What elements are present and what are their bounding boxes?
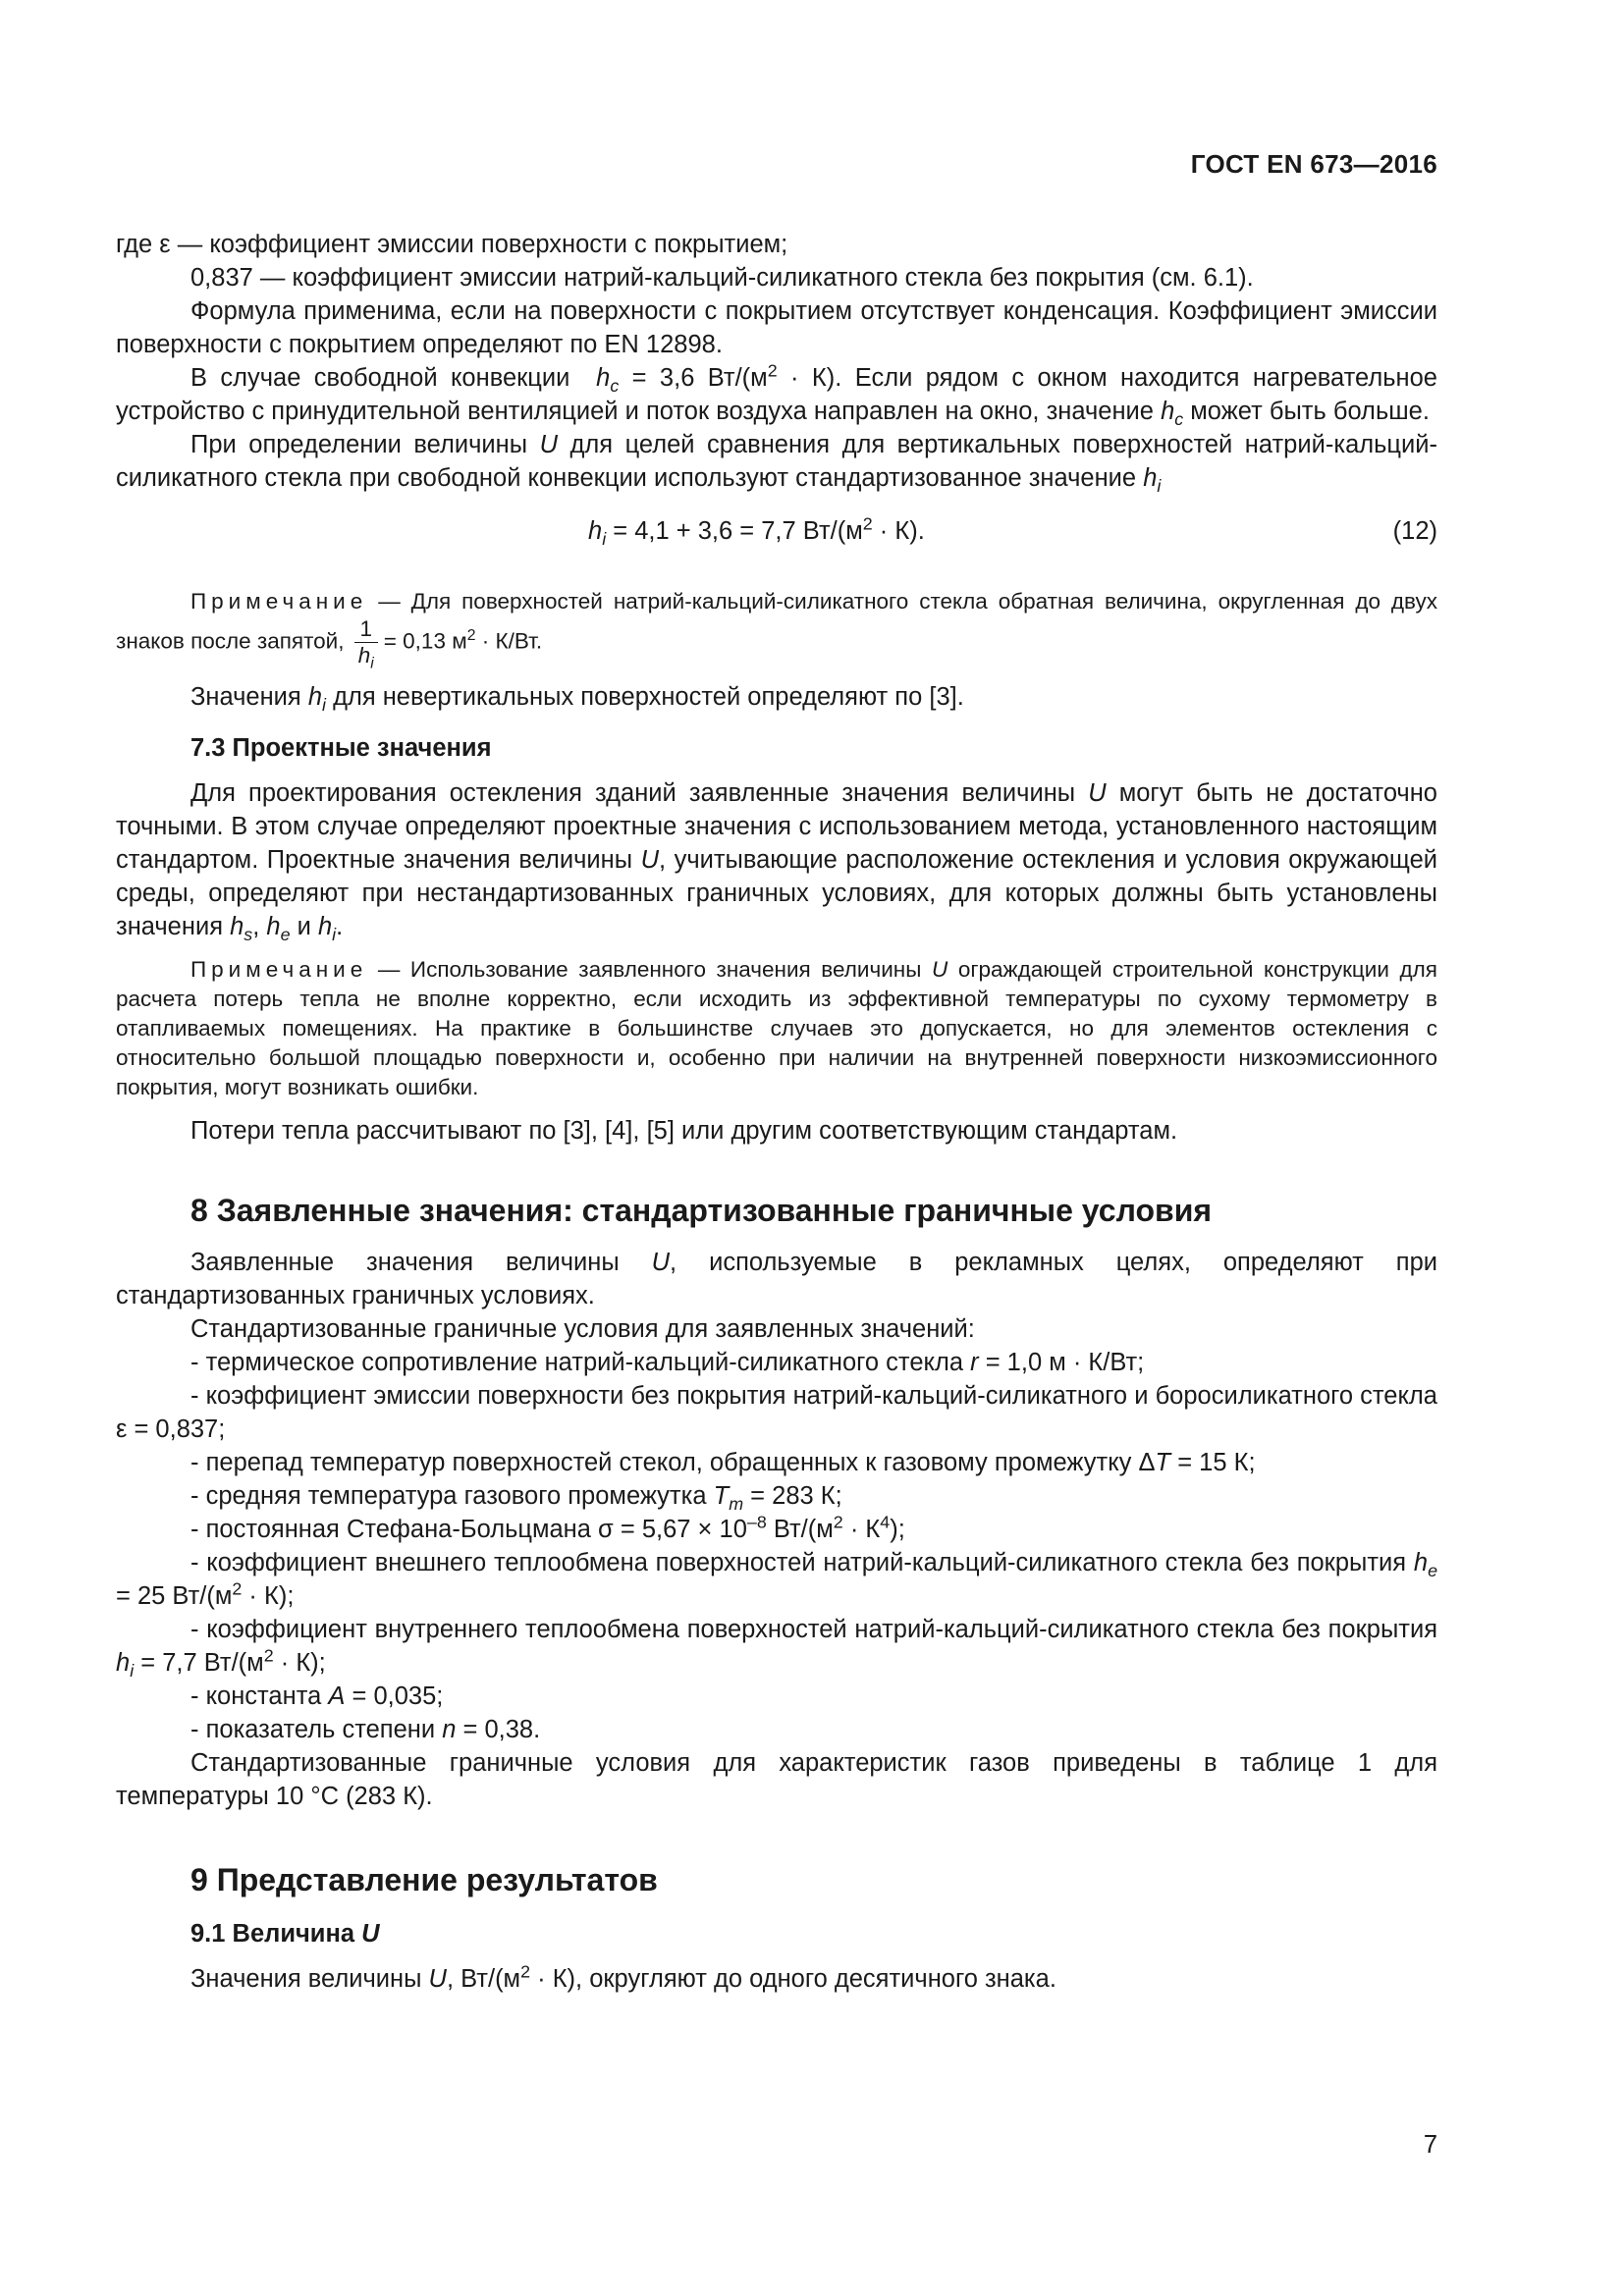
list-item: - коэффициент внешнего теплообмена поверхностей натрий-кальций-силикатного стекла без покрытия $h_e = 25$ $Вт/(м^2 \cdot К)$; (116, 1549, 1437, 1610)
section-7-3-heading: 7.3 Проектные значения (190, 734, 492, 762)
formula-12 (116, 514, 1437, 554)
list-intro: Стандартизованные граничные условия для заявленных значений: (190, 1315, 975, 1343)
standard-header: ГОСТ EN 673—2016 (1190, 149, 1437, 179)
section-8-heading: 8 Заявленные значения: стандартизованные граничные условия (190, 1193, 1213, 1228)
definition-epsilon: где ε — коэффициент эмиссии поверхности с покрытием; (116, 231, 788, 258)
list-item: - постоянная Стефана-Больцмана $\sigma = 5,67 \times 10^{-8}$ $Вт/(м^2 \cdot К^4)$; (190, 1512, 905, 1543)
list-item: - средняя температура газового промежутка $T_m = 283$ К; (190, 1482, 842, 1515)
paragraph-declared-values: Заявленные значения величины U, используемые в рекламных целях, определяют при стандартизованных граничных условиях. (116, 1249, 1437, 1309)
definition-e0: 0,837 — коэффициент эмиссии натрий-кальций-силикатного стекла без покрытия (см. 6.1). (190, 264, 1254, 292)
note-inverse-value: Примечание — Для поверхностей натрий-кальций-силикатного стекла обратная величина, округленная до двух знаков после запятой, $\frac{1}{h_i}$ = 0,13 $м^2 \cdot К/Вт$. (116, 589, 1437, 672)
section-9-heading: 9 Представление результатов (190, 1862, 658, 1897)
formula-number: (12) (1392, 517, 1437, 545)
formula-expression: $h_i = 4,1 + 3,6 = 7,7$ $Вт/(м^2 \cdot К)$. (588, 513, 925, 550)
page-body (116, 228, 1437, 1996)
paragraph-free-convection: В случае свободной конвекции $h_c = 3,6$ $Вт/(м^2 \cdot К)$. Если рядом с окном находится нагревательное устройство с принудительной вентиляцией и поток воздуха направлен на окно, значение $h_c$ может быть больше. (116, 360, 1437, 430)
paragraph-formula-validity: Формула применима, если на поверхности с покрытием отсутствует конденсация. Коэффициент эмиссии поверхности с покрытием определяют по EN 12898. (116, 297, 1437, 358)
list-item: - коэффициент внутреннего теплообмена поверхностей натрий-кальций-силикатного стекла без покрытия $h_i = 7,7$ $Вт/(м^2 \cdot К)$; (116, 1616, 1437, 1682)
page-number: 7 (1423, 2131, 1437, 2159)
paragraph-u-comparison: При определении величины U для целей сравнения для вертикальных поверхностей натрий-кальций-силикатного стекла при свободной конвекции используют стандартизованное значение $h_i$ (116, 431, 1437, 497)
section-9-1-heading: 9.1 Величина U (190, 1920, 380, 1948)
boundary-conditions-list (116, 1312, 1437, 1813)
list-item: - показатель степени n = 0,38. (190, 1716, 541, 1743)
list-item: - коэффициент эмиссии поверхности без покрытия натрий-кальций-силикатного и боросиликатного стекла ε = 0,837; (116, 1382, 1437, 1443)
paragraph-hi-nonvertical: Значения $h_i$ для невертикальных поверхностей определяют по [3]. (190, 683, 964, 716)
list-outro: Стандартизованные граничные условия для характеристик газов приведены в таблице 1 для температуры 10 °C (283 К). (116, 1749, 1437, 1810)
fraction-1-over-hi: $\frac{1}{h_i}$ (354, 616, 378, 668)
paragraph-u-rounding: Значения величины U, $Вт/(м^2 \cdot К)$, округляют до одного десятичного знака. (190, 1961, 1056, 1993)
list-item: - константа A = 0,035; (190, 1682, 444, 1710)
list-item: - перепад температур поверхностей стекол, обращенных к газовому промежутку ΔT = 15 К; (190, 1449, 1256, 1476)
paragraph-heat-loss: Потери тепла рассчитывают по [3], [4], [5] или другим соответствующим стандартам. (190, 1117, 1178, 1145)
note-declared-value-usage: Примечание — Использование заявленного значения величины U ограждающей строительной конструкции для расчета потерь тепла не вполне корректно, если исходить из эффективной температуры по сухому термометру в отапливаемых помещениях. На практике в большинстве случаев это допускается, но для элементов остекления с относительно большой площадью поверхности и, особенно при наличии на внутренней поверхности низкоэмиссионного покрытия, могут возникать ошибки. (116, 957, 1437, 1099)
paragraph-design-values: Для проектирования остекления зданий заявленные значения величины U могут быть не достаточно точными. В этом случае определяют проектные значения с использованием метода, установленного настоящим стандартом. Проектные значения величины U, учитывающие расположение остекления и условия окружающей среды, определяют при нестандартизованных граничных условиях, для которых должны быть установлены значения $h_s$, $h_e$ и $h_i$. (116, 779, 1438, 945)
list-item: - термическое сопротивление натрий-кальций-силикатного стекла r = 1,0 м · К/Вт; (190, 1349, 1145, 1376)
